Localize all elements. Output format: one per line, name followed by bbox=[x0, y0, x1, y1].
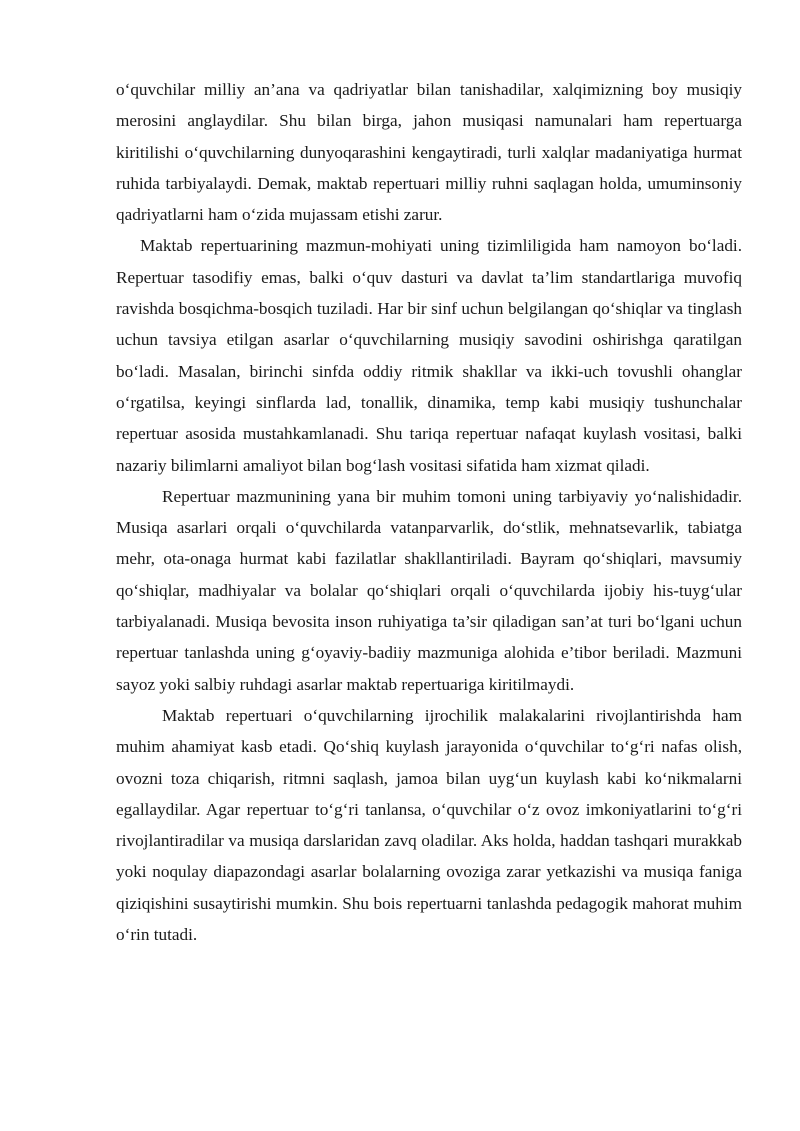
document-page bbox=[116, 74, 742, 950]
paragraph-2: Maktab repertuarining mazmun-mohiyati uning tizimliligida ham namoyon bo‘ladi. Repertuar tasodifiy emas, balki o‘quv dasturi va davlat ta’lim standartlariga muvofiq ravishda bosqichma-bosqich tuziladi. Har bir sinf uchun belgilangan qo‘shiqlar va tinglash uchun tavsiya etilgan asarlar o‘quvchilarning musiqiy savodini oshirishga qaratilgan bo‘ladi. Masalan, birinchi sinfda oddiy ritmik shakllar va ikki-uch tovushli ohanglar o‘rgatilsa, keyingi sinflarda lad, tonallik, dinamika, temp kabi musiqiy tushunchalar repertuar asosida mustahkamlanadi. Shu tariqa repertuar nafaqat kuylash vositasi, balki nazariy bilimlarni amaliyot bilan bog‘lash vositasi sifatida ham xizmat qiladi. bbox=[116, 236, 742, 475]
paragraph-4: Maktab repertuari o‘quvchilarning ijrochilik malakalarini rivojlantirishda ham muhim ahamiyat kasb etadi. Qo‘shiq kuylash jarayonida o‘quvchilar to‘g‘ri nafas olish, ovozni toza chiqarish, ritmni saqlash, jamoa bilan uyg‘un kuylash kabi ko‘nikmalarni egallaydilar. Agar repertuar to‘g‘ri tanlansa, o‘quvchilar o‘z ovoz imkoniyatlarini to‘g‘ri rivojlantiradilar va musiqa darslaridan zavq oladilar. Aks holda, haddan tashqari murakkab yoki noqulay diapazondagi asarlar bolalarning ovoziga zarar yetkazishi va musiqa faniga qiziqishini susaytirishi mumkin. Shu bois repertuarni tanlashda pedagogik mahorat muhim o‘rin tutadi. bbox=[116, 705, 742, 945]
paragraph-3: Repertuar mazmunining yana bir muhim tomoni uning tarbiyaviy yo‘nalishidadir. Musiqa asarlari orqali o‘quvchilarda vatanparvarlik, do‘stlik, mehnatsevarlik, tabiatga mehr, ota-onaga hurmat kabi fazilatlar shakllantiriladi. Bayram qo‘shiqlari, mavsumiy qo‘shiqlar, madhiyalar va bolalar qo‘shiqlari orqali o‘quvchilarda ijobiy his-tuyg‘ular tarbiyalanadi. Musiqa bevosita inson ruhiyatiga ta’sir qiladigan san’at turi bo‘lgani uchun repertuar tanlashda uning g‘oyaviy-badiiy mazmuniga alohida e’tibor beriladi. Mazmuni sayoz yoki salbiy ruhdagi asarlar maktab repertuariga kiritilmaydi. bbox=[116, 486, 742, 694]
paragraph-1: o‘quvchilar milliy an’ana va qadriyatlar bilan tanishadilar, xalqimizning boy musiqiy merosini anglaydilar. Shu bilan birga, jahon musiqasi namunalari ham repertuarga kiritilishi o‘quvchilarning dunyoqarashini kengaytiradi, turli xalqlar madaniyatiga hurmat ruhida tarbiyalaydi. Demak, maktab repertuari milliy ruhni saqlagan holda, umuminsoniy qadriyatlarni ham o‘zida mujassam etishi zarur. bbox=[116, 80, 742, 225]
